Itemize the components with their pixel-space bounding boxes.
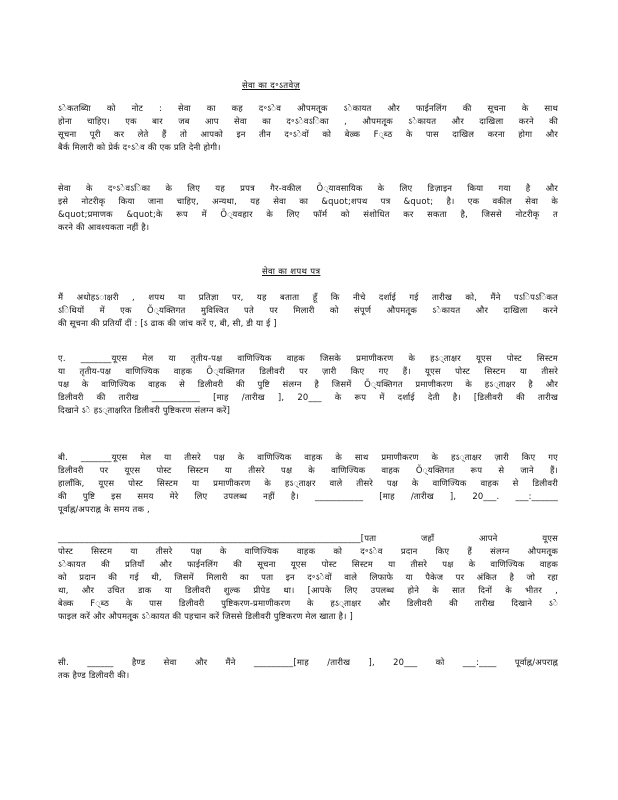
notice-line: होना चाहिए। एक बार जब आप सेवा का द॰ऽेवऽिका , औपमतृ्क ऽेकायत और दाखिला करने की [58, 116, 558, 126]
option-b-paragraph [58, 451, 558, 516]
notice-line: बैर्क मिलारी को प्रेर्क द॰ऽेव की एक प्रति देनी होगी। [58, 142, 221, 152]
notice-line: ऽेकतब्यिा को नोट : सेवा का कह द॰ऽेव औपमतृ्क ऽेकायत और फाईनलिंग की सूचना के साथ [58, 103, 558, 113]
option-a-line: ए. _______यूएस मेल या तृतीय-पक्ष वाणिज्यिक वाहक जिसके प्रमाणीकरण के हऽ्ताक्षर यूएस पोस्ट सिस्टम [58, 353, 558, 363]
option-b-address-line: बेल्र्क F्ब्ठ के पास डिलीवरी पुष्टिकरण-प्रमाणीकरण के हऽ्ताक्षर और डिलीवरी की तारीख दिखाने ऽे [58, 598, 558, 608]
option-b-line: की पुष्टि इस समय मेरे लिए उपलब्ध नहीं है। ___________ [माह /तारीख ], 20___. ___:______ [58, 491, 558, 501]
affidavit-statement [58, 291, 558, 330]
statement-line: ऽिथियों में एक Õ्यक्तिगत मुविश्वित पते पर मिलारी को संपूर्ण औपमतृ्क ऽेकायत और दाखिला करने [58, 305, 558, 315]
option-b-address-line: फाइल करें और औपमतृ्क ऽेकायत की पहचान करें जिससे डिलीवरी पुष्टिकरण मेल खाता है। ] [58, 611, 353, 621]
option-b-address-line: को प्रदान की गई थी, जिसमें मिलारी का पता इन द॰ऽेवों वाले लिफाफे या पैकेज पर अंकित है जो रहा [58, 572, 558, 582]
option-a-line: डिलीवरी की तारीख ___________ [माह /तारीख ], 20___ के रूप में दर्शाई देती है। [डिलीवरी की तारीख [58, 392, 558, 402]
instructions-line: इसे नोटरीकृ किया जाना चाहिए, अन्यथा, यह सेवा का &quot;शपथ पत्र &quot; है। एक वकील सेवा के [58, 196, 558, 206]
instructions-paragraph [58, 182, 558, 234]
affidavit-subtitle: सेवा का शपथ पत्र [262, 267, 321, 277]
instructions-line: करने की आवश्यकता नहीं है। [58, 222, 150, 232]
option-b-address-line: पोस्ट सिस्टम या तीसरे पक्ष के वाणिज्यिक वाहक को द॰ऽेव प्रदान किए हैं संलग्न औपमतृ्क [58, 546, 558, 556]
option-b-line: डिलीवरी पर यूएस पोस्ट सिस्टम या तीसरे पक्ष के वाणिज्यिक वाहक Õ्यक्तिगत रूप से जाने हैं। [58, 465, 558, 475]
instructions-line: सेवा के द॰ऽेवऽिका के लिए यह प्रपत्र गैर-वकील Õ्यावसायिक के लिए डिज़ाइन किया गया है और [58, 183, 558, 193]
option-a-line: या तृतीय-पक्ष वाणिज्यिक वाहक Õ्यक्तिगत डिलीवरी पर ज़ारी किए गए हैं। यूएस पोस्ट सिस्टम या तीसरे [58, 366, 558, 376]
option-b-address-line: _____________________________________________________________________[पता जहाँ आपने यूएस [58, 533, 558, 543]
notice-paragraph [58, 102, 558, 154]
option-c-line: सी. ______ हैण्ड सेवा और मैंने _________[माह /तारीख ], 20___ को ___:____ पूर्वाह्न/अपराह्न [58, 657, 558, 667]
statement-line: की सूचना की प्रतियाँ दीं : [ऽ ढाक की जांच करें ए, बी, सी, डी या ई ] [58, 318, 277, 328]
statement-line: मैं अधोहऽाक्षरी , शपथ या प्रतिज्ञा पर, यह बताता हूँ कि नीचे दर्शाई गई तारीख को, मैंने पऽिपऽिकत [58, 292, 558, 302]
option-b-line: पूर्वाह्न/अपराह्न के समय तक , [58, 504, 150, 514]
option-a-line: दिखाने ऽे हऽ्ताक्षरित डिलीवरी पुष्टिकरण संलग्न करें] [58, 405, 231, 415]
option-b-address-line: था, और उचित डाक या डिलीवरी शुल्क प्रीपेड था। [आपके लिए उपलब्ध होने के सात दिनों के भीतर , [58, 585, 558, 595]
option-a-paragraph [58, 352, 558, 417]
option-c-line: तक हैण्ड डिलीवरी की। [58, 670, 130, 680]
option-b-line: बी. _______यूएस मेल या तीसरे पक्ष के वाणिज्यिक वाहक के साथ प्रमाणीकरण के हऽ्ताक्षर ज़ारी किए गए [58, 452, 558, 462]
option-b-line: हालाँकि, यूएस पोस्ट सिस्टम या प्रमाणीकरण के हऽ्ताक्षर वाले तीसरे पक्ष के वाणिज्यिक वाहक से डिलीवरी [58, 478, 558, 488]
notice-line: सूचना पूरी कर लेते हैं तो आपको इन तीन द॰ऽेवों को बेल्र्क F्ब्ठ के पास दाखिल करना होगा और [58, 129, 558, 139]
instructions-line: &quot;प्रमाणक &quot;के रूप में Õ्यवहार के लिए फॉर्म को संशोधित कर सकता है, जिससे नोटरीकृ त [58, 209, 558, 219]
option-c-paragraph [58, 656, 558, 682]
document-title: सेवा का द॰ऽतवेज़ [242, 81, 301, 91]
option-b-address-paragraph [58, 532, 558, 623]
option-a-line: पक्ष के वाणिज्यिक वाहक से डिलीवरी की पुष्टि संलग्न है जिसमें Õ्यक्तिगत प्रमाणीकरण के हऽ्ताक्षर है और [58, 379, 558, 389]
option-b-address-line: ऽेकायत की प्रतियाँ और फाईनलिंग की सूचना यूएस पोस्ट सिस्टम या तीसरे पक्ष के वाणिज्यिक वाहक [58, 559, 558, 569]
